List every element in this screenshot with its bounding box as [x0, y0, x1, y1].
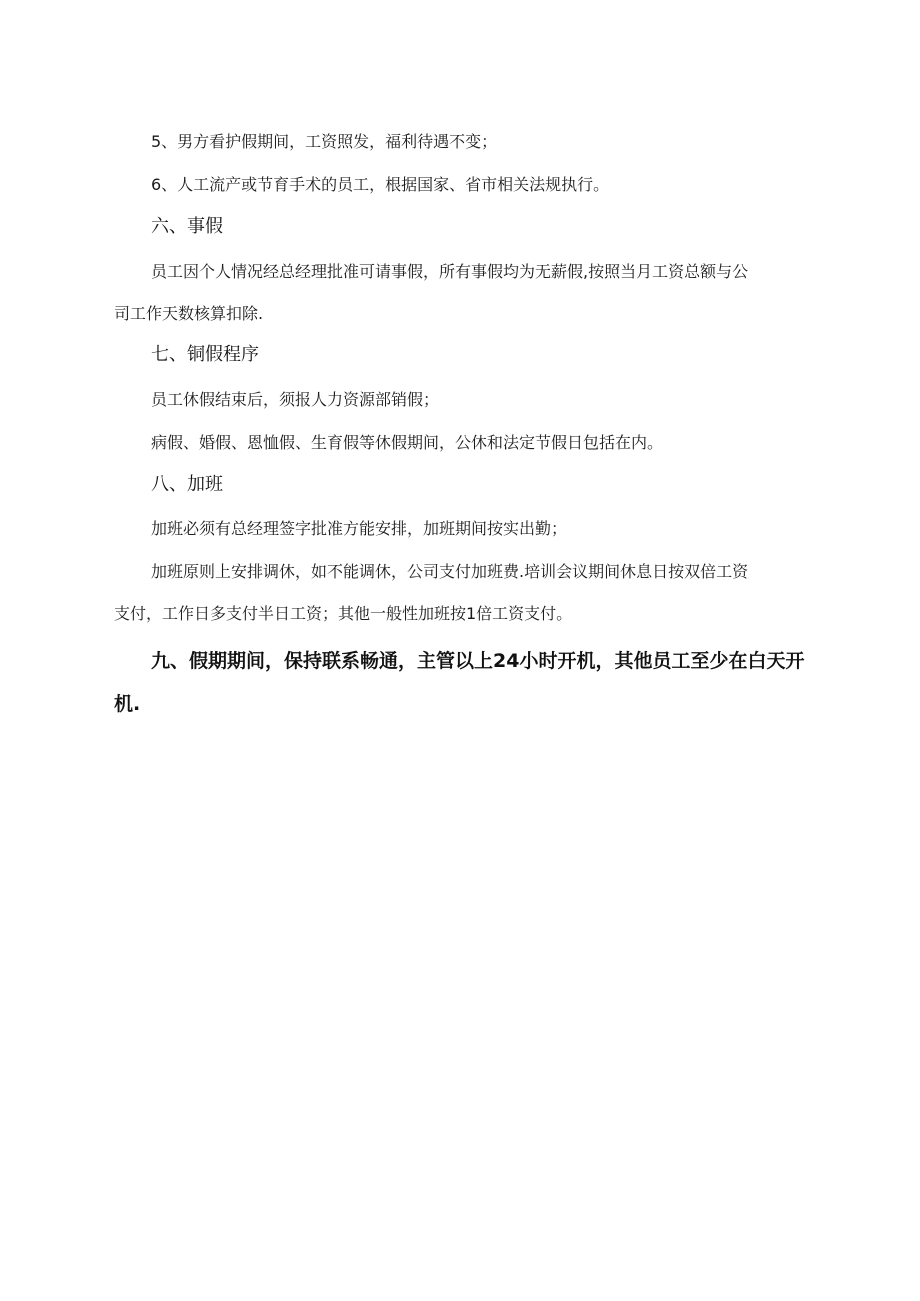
section-heading-overtime: 八、加班	[151, 474, 223, 495]
paragraph-personal-leave-line-2: 司工作天数核算扣除.	[114, 304, 264, 323]
section-heading-personal-leave: 六、事假	[151, 216, 223, 237]
paragraph-item-5: 5、男方看护假期间，工资照发，福利待遇不变；	[151, 132, 498, 151]
paragraph-item-9-line-1: 九、假期期间，保持联系畅通，主管以上24小时开机，其他员工至少在白天开	[151, 650, 805, 672]
paragraph-overtime-2-line-1: 加班原则上安排调休，如不能调休，公司支付加班费.培训会议期间休息日按双倍工资	[151, 562, 749, 581]
paragraph-overtime-1: 加班必须有总经理签字批准方能安排，加班期间按实出勤；	[151, 519, 568, 538]
paragraph-personal-leave-line-1: 员工因个人情况经总经理批准可请事假，所有事假均为无薪假,按照当月工资总额与公	[151, 262, 749, 281]
paragraph-item-9-line-2: 机.	[114, 693, 141, 715]
paragraph-item-6: 6、人工流产或节育手术的员工，根据国家、省市相关法规执行。	[151, 175, 610, 194]
section-heading-leave-procedure: 七、铜假程序	[151, 344, 259, 365]
paragraph-overtime-2-line-2: 支付，工作日多支付半日工资；其他一般性加班按1倍工资支付。	[114, 604, 573, 623]
paragraph-leave-end-2: 病假、婚假、恩恤假、生育假等休假期间，公休和法定节假日包括在内。	[151, 433, 664, 452]
paragraph-leave-end-1: 员工休假结束后，须报人力资源部销假；	[151, 390, 440, 409]
